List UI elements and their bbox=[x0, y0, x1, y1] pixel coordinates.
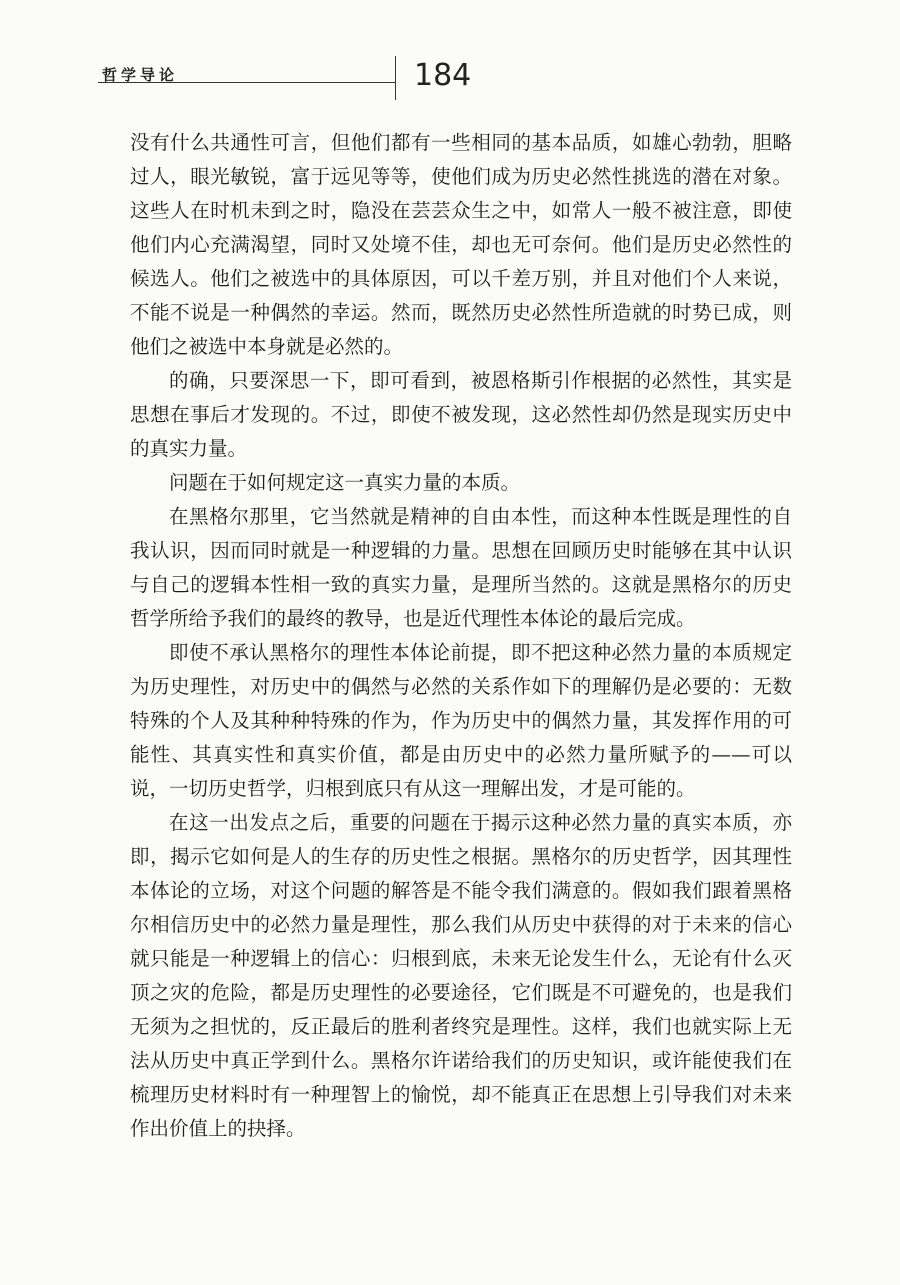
header-divider bbox=[395, 56, 396, 100]
page-number: 184 bbox=[414, 58, 472, 93]
page-header bbox=[0, 0, 900, 110]
paragraph: 在黑格尔那里，它当然就是精神的自由本性，而这种本性既是理性的自我认识，因而同时就是一种逻辑的力量。思想在回顾历史时能够在其中认识与自己的逻辑本性相一致的真实力量，是理所当然的。这就是黑格尔的历史哲学所给予我们的最终的教导，也是近代理性本体论的最后完成。 bbox=[130, 505, 792, 630]
paragraph: 即使不承认黑格尔的理性本体论前提，即不把这种必然力量的本质规定为历史理性，对历史中的偶然与必然的关系作如下的理解仍是必要的：无数特殊的个人及其种种特殊的作为，作为历史中的偶然力量，其发挥作用的可能性、其真实性和真实价值，都是由历史中的必然力量所赋予的——可以说，一切历史哲学，归根到底只有从这一理解出发，才是可能的。 bbox=[130, 641, 792, 800]
body-text bbox=[130, 126, 792, 1146]
paragraph: 在这一出发点之后，重要的问题在于揭示这种必然力量的真实本质，亦即，揭示它如何是人的生存的历史性之根据。黑格尔的历史哲学，因其理性本体论的立场，对这个问题的解答是不能令我们满意的。假如我们跟着黑格尔相信历史中的必然力量是理性，那么我们从历史中获得的对于未来的信心就只能是一种逻辑上的信心：归根到底，未来无论发生什么，无论有什么灭顶之灾的危险，都是历史理性的必要途径，它们既是不可避免的，也是我们无须为之担忧的，反正最后的胜利者终究是理性。这样，我们也就实际上无法从历史中真正学到什么。黑格尔许诺给我们的历史知识，或许能使我们在梳理历史材料时有一种理智上的愉悦，却不能真正在思想上引导我们对未来作出价值上的抉择。 bbox=[130, 811, 792, 1140]
paragraph: 的确，只要深思一下，即可看到，被恩格斯引作根据的必然性，其实是思想在事后才发现的。不过，即使不被发现，这必然性却仍然是现实历史中的真实力量。 bbox=[130, 369, 792, 460]
paragraph: 没有什么共通性可言，但他们都有一些相同的基本品质，如雄心勃勃，胆略过人，眼光敏锐，富于远见等等，使他们成为历史必然性挑选的潜在对象。这些人在时机未到之时，隐没在芸芸众生之中，如常人一般不被注意，即使他们内心充满渴望，同时又处境不佳，却也无可奈何。他们是历史必然性的候选人。他们之被选中的具体原因，可以千差万别，并且对他们个人来说，不能不说是一种偶然的幸运。然而，既然历史必然性所造就的时势已成，则他们之被选中本身就是必然的。 bbox=[130, 131, 792, 358]
paragraph: 问题在于如何规定这一真实力量的本质。 bbox=[169, 471, 521, 494]
running-title: 哲学导论 bbox=[102, 66, 179, 84]
header-rule bbox=[98, 82, 396, 83]
